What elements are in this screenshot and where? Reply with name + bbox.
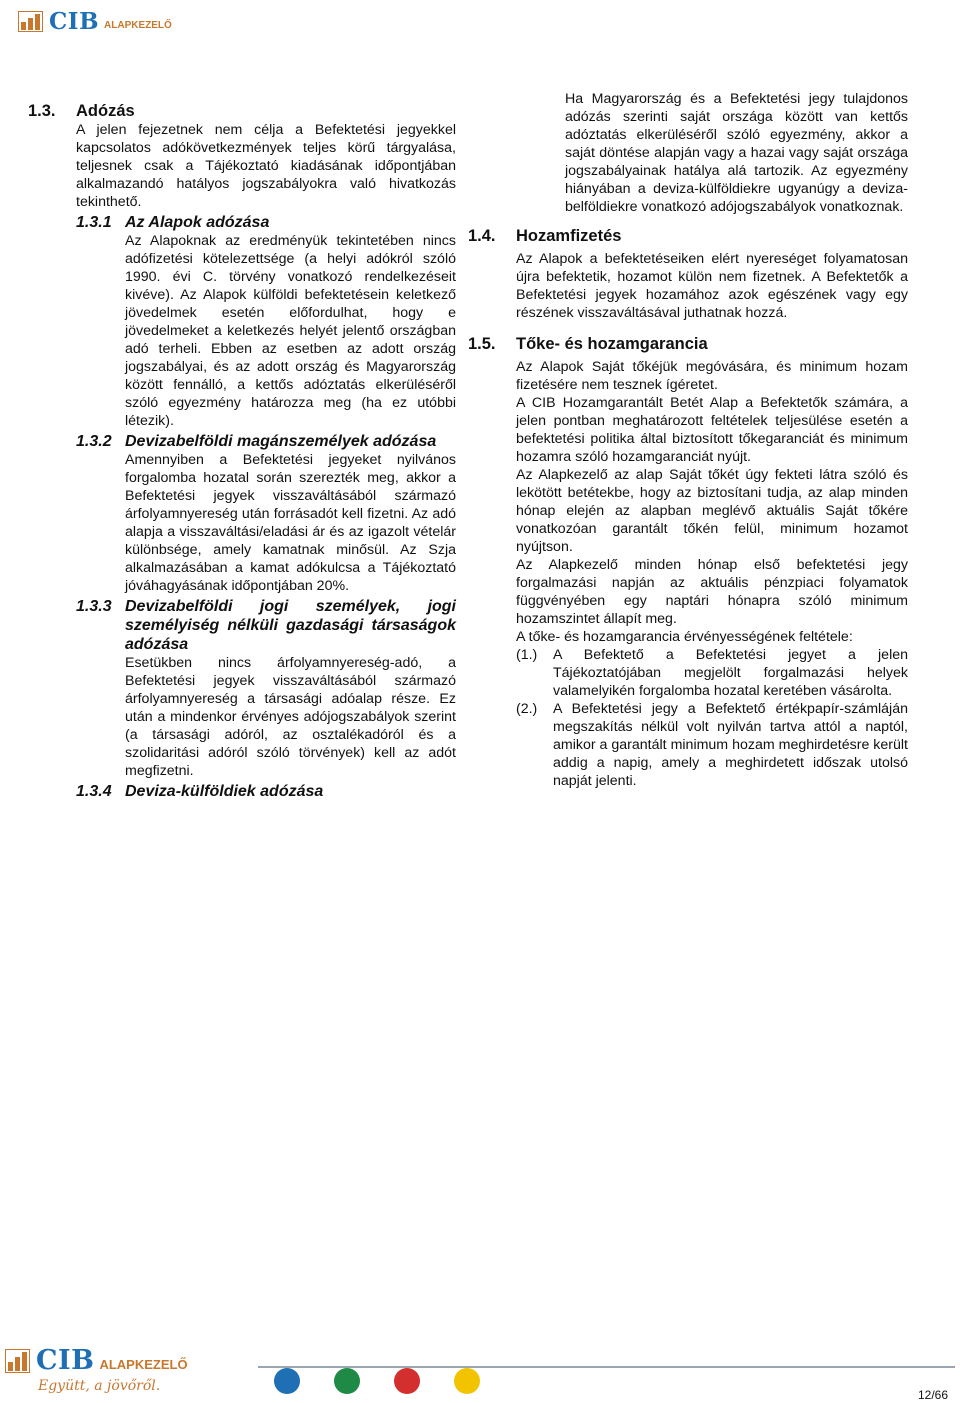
section-number: 1.4. xyxy=(468,227,496,245)
subsection-number: 1.3.3 xyxy=(76,598,112,615)
paragraph: Ha Magyarország és a Befektetési jegy tulajdonos adózás szerinti saját országa között van kettős adóztatás elkerüléséről szóló egyezmény, akkor a saját döntése alapján vagy a hazai vagy saját országa jogszabályainak hatálya alá tartozik. Az egyezmény hiányában a deviza-külföldiekre ugyanúgy a deviza-belföldiekre vonatkozó adójogszabályok vonatkoznak. xyxy=(565,91,908,215)
section-number: 1.3. xyxy=(28,102,56,120)
paragraph: Amennyiben a Befektetési jegyeket nyilvános forgalomba hozatal során szerezték meg, akkor a Befektetési jegyek visszaváltásából származó árfolyamnyereség után forrásadót kell fizetni. Az adó alapja a visszaváltási/eladási ár és az igazolt vételár különbsége, amely kamatnak minősül. Az Szja alkalmazásában a kamat adókulcsa a Tájékoztató jóváhagyásának időpontjában 20%. xyxy=(125,452,456,594)
paragraph: Esetükben nincs árfolyamnyereség-adó, a Befektetési jegyek visszaváltásából származó árfolyamnyereség a társasági adóalap része. Ez után a mindenkor érvényes adójogszabályok szerint (a társasági adóról, az osztalékadóról és a szolidaritási adóról szóló törvények) kell az adót megfizetni. xyxy=(125,655,456,779)
subsection-title: Devizabelföldi jogi személyek, jogi személyiség nélküli gazdasági társaságok adózása xyxy=(125,598,456,653)
subsection-heading-1-3-3 xyxy=(76,597,456,654)
list-item xyxy=(516,646,908,700)
right-column xyxy=(468,90,908,790)
list-text: A Befektetési jegy a Befektető értékpapír-számláján megszakítás nélkül volt nyilván tartva attól a naptól, amikor a garantált minimum hozam meghirdetésre került addig a napig, amely a meghirdetett időszak utolsó napját jelenti. xyxy=(553,701,908,789)
logo-subtitle: ALAPKEZELŐ xyxy=(104,20,172,31)
logo-bars-icon xyxy=(5,1349,30,1373)
paragraph: Az Alapkezelő minden hónap első befektetési jegy forgalmazási napján az aktuális pénzpiaci folyamatok függvényében egy naptári hónapra szóló minimum hozamszintet állapít meg. xyxy=(516,557,908,627)
page-number: 12/66 xyxy=(917,1388,948,1402)
header-logo xyxy=(18,8,172,35)
section-heading-1-3 xyxy=(28,101,456,121)
section-heading-1-4 xyxy=(468,226,908,246)
logo-name: CIB xyxy=(36,1345,95,1376)
paragraph: Az Alapkezelő az alap Saját tőkét úgy fekteti látra szóló és lekötött betétekbe, hogy az biztosítani tudja, az alap minden hónap elején az alapban meglévő aktuális Saját tőkére vonatkozóan garantált tőkén felül, minimum hozamot nyújtson. xyxy=(516,467,908,555)
paragraph: A tőke- és hozamgarancia érvényességének feltétele: xyxy=(516,629,853,645)
list-marker: (2.) xyxy=(516,701,538,717)
paragraph: A jelen fejezetnek nem célja a Befektetési jegyekkel kapcsolatos adókövetkezmények teljes körű tárgyalása, teljesnek csak a Tájékoztató kiadásának időpontjában alkalmazandó hatályos jogszabályokra való hivatkozás tekinthető. xyxy=(76,122,456,210)
footer-dot-blue xyxy=(274,1368,300,1394)
section-title: Hozamfizetés xyxy=(516,227,622,245)
subsection-number: 1.3.4 xyxy=(76,783,112,800)
subsection-heading-1-3-4 xyxy=(76,782,456,801)
footer-slogan: Együtt, a jövőről. xyxy=(38,1378,161,1394)
paragraph: Az Alapok a befektetéseiken elért nyereséget folyamatosan újra befektetik, hozamot külön nem fizetnek. A Befektetők a Befektetési jegyek hozamához azok egészének vagy egy részének visszaváltásával juthatnak hozzá. xyxy=(516,251,908,321)
logo-name: CIB xyxy=(49,8,100,35)
subsection-number: 1.3.2 xyxy=(76,433,112,450)
logo-subtitle: ALAPKEZELŐ xyxy=(99,1357,188,1372)
subsection-title: Az Alapok adózása xyxy=(125,214,270,231)
section-title: Tőke- és hozamgarancia xyxy=(516,335,708,353)
footer-dot-yellow xyxy=(454,1368,480,1394)
section-heading-1-5 xyxy=(468,334,908,354)
logo-bars-icon xyxy=(18,11,43,32)
footer-dot-red xyxy=(394,1368,420,1394)
section-title: Adózás xyxy=(76,102,135,120)
list-item xyxy=(516,700,908,790)
footer-logo xyxy=(5,1345,188,1376)
list-text: A Befektető a Befektetési jegyet a jelen Tájékoztatójában megjelölt forgalmazási helyek valamelyikén forgalomba hozatal keretében vásárolta. xyxy=(553,647,908,699)
paragraph: A CIB Hozamgarantált Betét Alap a Befektetők számára, a jelen pontban meghatározott feltételek teljesülése esetén a befektetési politika által biztosított tőkegaranciát és minimum hozamra szóló hozamgaranciát nyújt. xyxy=(516,395,908,465)
subsection-heading-1-3-2 xyxy=(76,432,456,451)
subsection-heading-1-3-1 xyxy=(76,213,456,232)
footer-dot-green xyxy=(334,1368,360,1394)
list-marker: (1.) xyxy=(516,647,538,663)
section-number: 1.5. xyxy=(468,335,496,353)
footer-divider xyxy=(258,1366,955,1368)
subsection-number: 1.3.1 xyxy=(76,214,112,231)
paragraph: Az Alapoknak az eredményük tekintetében nincs adófizetési kötelezettsége (a helyi adókról szóló 1990. évi C. törvény vonatkozó rendelkezéseit kivéve). Az Alapok külföldi befektetésein keletkező jövedelmek esetén előfordulhat, hogy e jövedelmeket a keletkezés helyét jelentő országban adó terheli. Ebben az esetben az adott ország jogszabályai, és az adott ország és Magyarország között fennálló, a kettős adóztatás elkerüléséről szóló egyezmény határozza meg (ha ez utóbbi létezik). xyxy=(125,233,456,429)
subsection-title: Devizabelföldi magánszemélyek adózása xyxy=(125,433,437,450)
left-column xyxy=(28,101,456,801)
paragraph: Az Alapok Saját tőkéjük megóvására, és minimum hozam fizetésére nem tesznek ígéretet. xyxy=(516,359,908,393)
subsection-title: Deviza-külföldiek adózása xyxy=(125,783,324,800)
